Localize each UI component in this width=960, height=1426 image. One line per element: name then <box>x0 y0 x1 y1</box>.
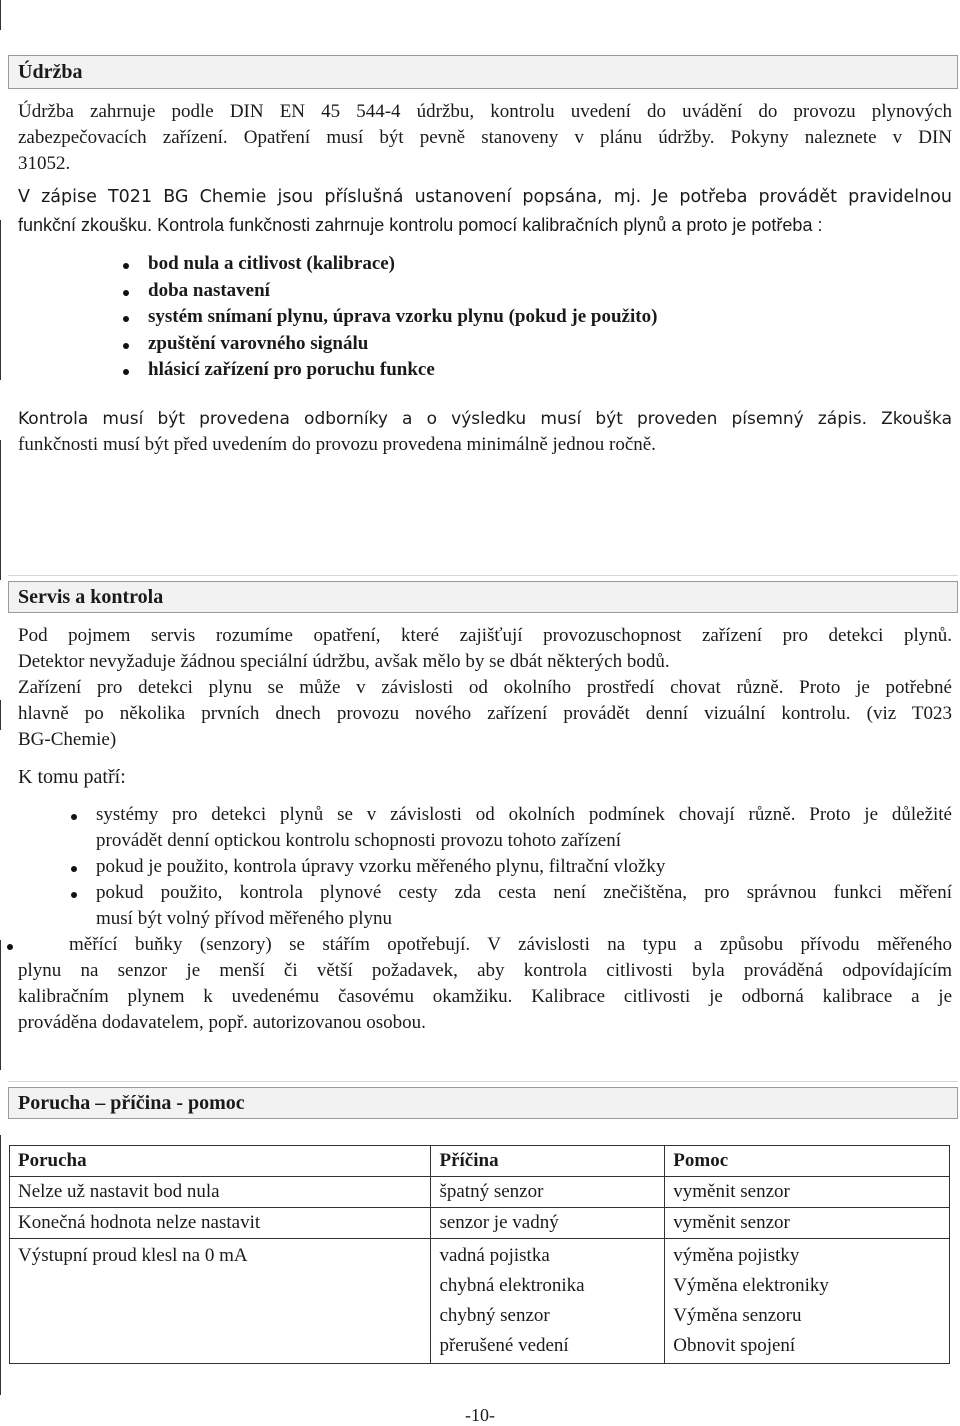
text-line: měřící buňky (senzory) se stářím opotřebují. V závislosti na typu a způsobu přívodu měřeného <box>69 934 952 955</box>
text-line: zabezpečovacích zařízení. Opatření musí být pevně stanoveny v plánu údržby. Pokyny naleznete v DIN <box>18 127 952 148</box>
table-row <box>10 1177 950 1208</box>
heading-maintenance <box>8 55 958 89</box>
margin-mark <box>0 1135 1 1395</box>
trouble-table <box>9 1145 950 1364</box>
page-number: -10- <box>465 1405 495 1425</box>
margin-mark <box>0 220 1 380</box>
table-cell: senzor je vadný <box>431 1208 665 1239</box>
bullet-icon <box>7 944 13 950</box>
column-header: Pomoc <box>665 1146 950 1177</box>
table-cell: vadná pojistka chybná elektronika chybný senzor přerušené vedení <box>431 1239 665 1364</box>
table-cell: Výstupní proud klesl na 0 mA <box>10 1239 431 1364</box>
text-line: Pod pojmem servis rozumíme opatření, které zajišťují provozuschopnost zařízení pro detekci plynů. <box>18 625 952 646</box>
table-cell: vyměnit senzor <box>665 1177 950 1208</box>
list-item: pokud je použito, kontrola úpravy vzorku měřeného plynu, filtrační vložky <box>96 854 952 880</box>
sensor-aging-paragraph <box>18 932 952 1036</box>
divider <box>8 1081 958 1082</box>
table-row <box>10 1208 950 1239</box>
text-line: 31052. <box>18 153 71 174</box>
list-item: hlásicí zařízení pro poruchu funkce <box>148 357 657 384</box>
table-cell: špatný senzor <box>431 1177 665 1208</box>
bullet-icon <box>71 892 77 898</box>
maintenance-paragraph-1 <box>18 99 952 177</box>
table-row <box>10 1239 950 1364</box>
table-cell: Nelze už nastavit bod nula <box>10 1177 431 1208</box>
margin-mark <box>0 700 1 730</box>
maintenance-check-list <box>148 251 657 384</box>
table-header-row <box>10 1146 950 1177</box>
bullet-icon <box>123 316 129 322</box>
text-line: hlavně po několika prvních dnech provozu nového zařízení provádět denní vizuální kontrolu. (viz T023 <box>18 703 952 724</box>
text-line: kalibračním plynem k uvedenému časovému okamžiku. Kalibrace citlivosti je odborná kalibrace a je <box>18 986 952 1007</box>
list-item: bod nula a citlivost (kalibrace) <box>148 251 657 278</box>
bullet-icon <box>123 343 129 349</box>
text-line: Detektor nevyžaduje žádnou speciální údržbu, avšak mělo by se dbát některých bodů. <box>18 651 670 672</box>
text-line: V zápise T021 BG Chemie jsou příslušná ustanovení popsána, mj. Je potřeba provádět pravidelnou <box>18 187 952 207</box>
service-check-list <box>96 802 952 932</box>
text-line: Kontrola musí být provedena odborníky a o výsledku musí být proveden písemný zápis. Zkouška <box>18 409 952 429</box>
column-header: Příčina <box>431 1146 665 1177</box>
text-line: prováděna dodavatelem, popř. autorizovanou osobou. <box>18 1012 426 1033</box>
text-line: BG-Chemie) <box>18 729 117 750</box>
maintenance-paragraph-2 <box>18 183 952 239</box>
text-line: Zařízení pro detekci plynu se může v závislosti od okolního prostředí chovat různě. Proto je potřebné <box>18 677 952 698</box>
table-cell: výměna pojistky Výměna elektroniky Výměna senzoru Obnovit spojení <box>665 1239 950 1364</box>
table-cell: Konečná hodnota nelze nastavit <box>10 1208 431 1239</box>
service-paragraph <box>18 623 952 753</box>
list-item: systém snímaní plynu, úprava vzorku plynu (pokud je použito) <box>148 304 657 331</box>
list-item: pokud použito, kontrola plynové cesty zda cesta není znečištěna, pro správnou funkci měření musí být volný přívod měřeného plynu <box>96 880 952 932</box>
text-line: Údržba zahrnuje podle DIN EN 45 544-4 údržbu, kontrolu uvedení do uvádění do provozu plynových <box>18 101 952 122</box>
text-line: funkční zkoušku. Kontrola funkčnosti zahrnuje kontrolu pomocí kalibračních plynů a proto je potřeba : <box>18 215 823 235</box>
list-item: doba nastavení <box>148 278 657 305</box>
divider <box>8 575 958 576</box>
bullet-icon <box>71 814 77 820</box>
text-line: funkčnosti musí být před uvedením do provozu provedena minimálně jednou ročně. <box>18 434 656 455</box>
margin-mark <box>0 440 1 580</box>
bullet-icon <box>123 290 129 296</box>
margin-mark <box>0 940 1 1070</box>
list-item: systémy pro detekci plynů se v závislosti od okolních podmínek chovají různě. Proto je důležité provádět denní optickou kontrolu schopnosti provozu tohoto zařízení <box>96 802 952 854</box>
bullet-icon <box>123 369 129 375</box>
maintenance-paragraph-3 <box>18 406 952 458</box>
margin-mark <box>0 0 1 30</box>
heading-maintenance-text: Údržba <box>18 61 83 83</box>
heading-service <box>8 581 958 613</box>
table-cell: vyměnit senzor <box>665 1208 950 1239</box>
k-tomu-label: K tomu patří: <box>18 766 126 788</box>
text-line: plynu na senzor je menší či větší požadavek, aby kontrola citlivosti byla prováděná odpovídajícím <box>18 960 952 981</box>
bullet-icon <box>71 866 77 872</box>
heading-trouble-text: Porucha – příčina - pomoc <box>18 1092 245 1114</box>
heading-service-text: Servis a kontrola <box>18 586 164 608</box>
list-item: zpuštění varovného signálu <box>148 331 657 358</box>
bullet-icon <box>123 263 129 269</box>
column-header: Porucha <box>10 1146 431 1177</box>
heading-trouble <box>8 1087 958 1119</box>
